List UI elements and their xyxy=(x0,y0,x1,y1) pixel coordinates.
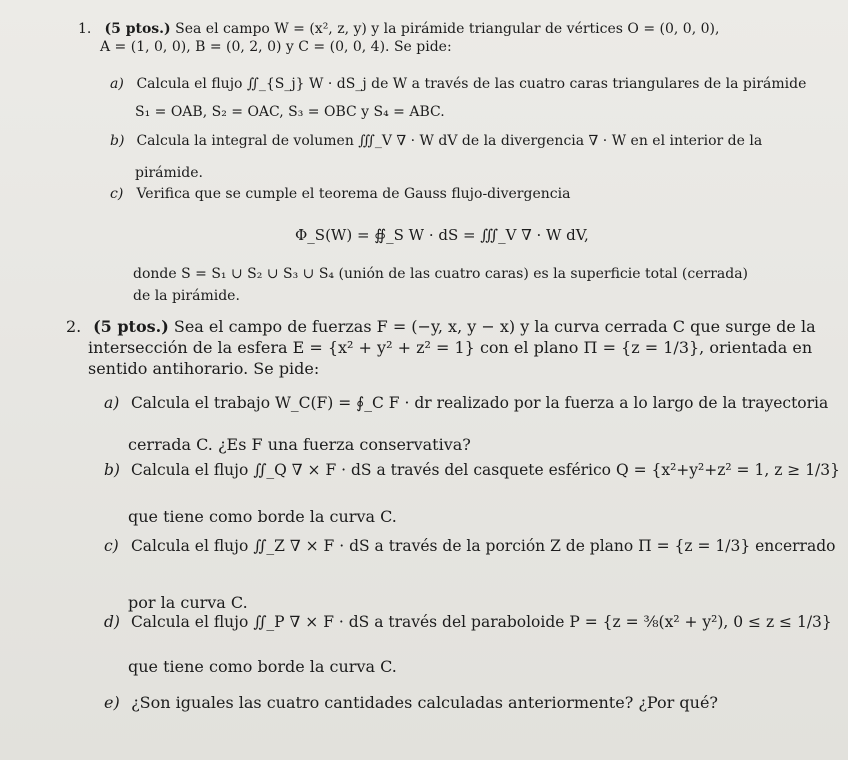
problem-1-c-text-3: de la pirámide. xyxy=(133,288,240,304)
problem-2-c-label: c) xyxy=(104,537,119,555)
gauss-equation: Φ_S(W) = ∯_S W · dS = ∭_V ∇ · W dV, xyxy=(295,226,589,244)
problem-2-intro-text-2: intersección de la esfera E = {x² + y² + z² = 1} con el plano Π = {z = 1/3}, orientada en xyxy=(88,338,813,357)
problem-2-item-d xyxy=(104,612,832,633)
problem-1-line-1 xyxy=(78,20,719,38)
problem-2-a-label: a) xyxy=(104,394,120,412)
problem-2-intro-line-1 xyxy=(66,316,816,337)
problem-1-intro xyxy=(78,20,719,56)
problem-2-number: 2. xyxy=(66,317,82,336)
problem-1-intro-text-2: A = (1, 0, 0), B = (0, 2, 0) y C = (0, 0, 4). Se pide: xyxy=(100,39,452,55)
problem-2-b-text-2: que tiene como borde la curva C. xyxy=(128,507,397,526)
problem-2-d-text-1: Calcula el flujo ∬_P ∇ × F · dS a través del paraboloide P = {z = ⅜(x² + y²), 0 ≤ z ≤ 1/3} xyxy=(130,613,832,631)
problem-2-intro-text-3: sentido antihorario. Se pide: xyxy=(88,359,320,378)
problem-1-b-text-2: pirámide. xyxy=(135,165,203,181)
problem-2-item-a xyxy=(104,393,828,414)
problem-2-d-text-2: que tiene como borde la curva C. xyxy=(128,657,397,676)
problem-1-points: (5 ptos.) xyxy=(104,21,171,37)
problem-2-item-c xyxy=(104,536,835,557)
problem-1-intro-text-1: Sea el campo W = (x², z, y) y la pirámide triangular de vértices O = (0, 0, 0), xyxy=(175,21,720,37)
problem-2-e-label: e) xyxy=(104,693,120,712)
problem-1-item-c xyxy=(110,186,570,202)
problem-2-c-text-1: Calcula el flujo ∬_Z ∇ × F · dS a través de la porción Z de plano Π = {z = 1/3} encerrado xyxy=(130,537,836,555)
problem-2-e-text-1: ¿Son iguales las cuatro cantidades calculadas anteriormente? ¿Por qué? xyxy=(131,693,719,712)
problem-2-points: (5 ptos.) xyxy=(93,317,169,336)
problem-2-item-b xyxy=(104,460,840,481)
problem-2-b-text-1: Calcula el flujo ∬_Q ∇ × F · dS a través del casquete esférico Q = {x²+y²+z² = 1, z ≥ 1/3} xyxy=(130,461,841,479)
problem-1-item-b xyxy=(110,133,762,149)
problem-1-a-label: a) xyxy=(110,76,124,92)
problem-1-c-text-2: donde S = S₁ ∪ S₂ ∪ S₃ ∪ S₄ (unión de las cuatro caras) es la superficie total (cerrada) xyxy=(133,266,749,282)
problem-1-a-text-2: S₁ = OAB, S₂ = OAC, S₃ = OBC y S₄ = ABC. xyxy=(135,104,445,120)
problem-1-c-label: c) xyxy=(110,186,124,202)
problem-2-a-text-1: Calcula el trabajo W_C(F) = ∮_C F · dr realizado por la fuerza a lo largo de la trayectoria xyxy=(130,394,829,412)
problem-2-d-label: d) xyxy=(104,613,120,631)
problem-1-number: 1. xyxy=(78,21,92,37)
problem-2-item-e xyxy=(104,692,718,713)
problem-2-a-text-2: cerrada C. ¿Es F una fuerza conservativa? xyxy=(128,435,471,454)
problem-2-b-label: b) xyxy=(104,461,120,479)
problem-1-c-text-1: Verifica que se cumple el teorema de Gauss flujo-divergencia xyxy=(136,186,571,202)
problem-1-item-a xyxy=(110,76,806,92)
problem-2-c-text-2: por la curva C. xyxy=(128,593,248,612)
problem-1-b-label: b) xyxy=(110,133,125,149)
problem-1-b-text-1: Calcula la integral de volumen ∭_V ∇ · W dV de la divergencia ∇ · W en el interior de la xyxy=(136,133,763,149)
problem-2-intro-text-1: Sea el campo de fuerzas F = (−y, x, y − x) y la curva cerrada C que surge de la xyxy=(173,317,816,336)
problem-1-a-text-1: Calcula el flujo ∬_{S_j} W · dS_j de W a través de las cuatro caras triangulares de la pirámide xyxy=(136,76,807,92)
